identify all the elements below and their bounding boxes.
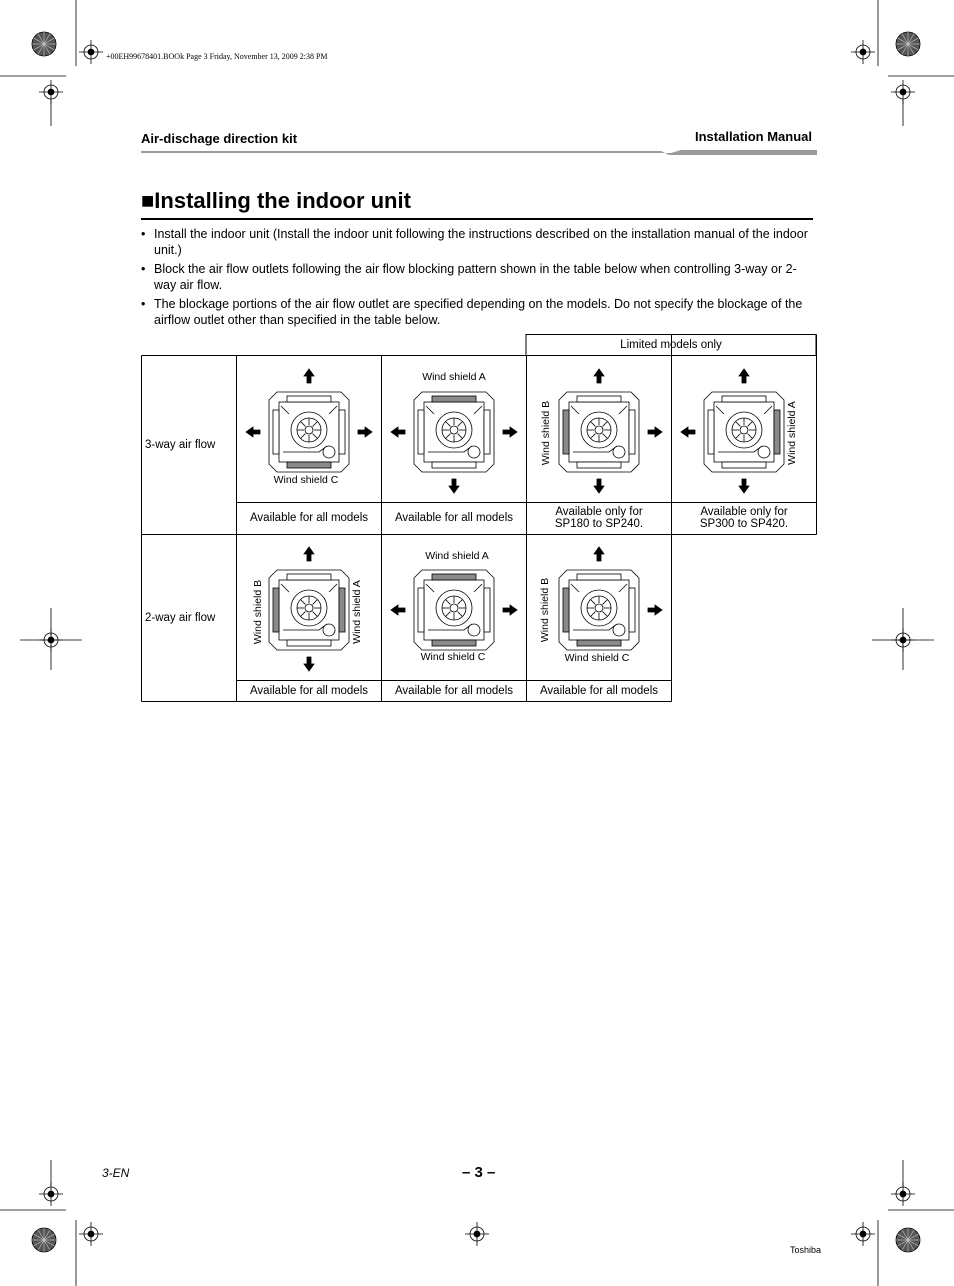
availability-text: Available for all models <box>394 685 514 697</box>
cassette-unit-diagram-icon <box>246 369 372 472</box>
wind-shield-b-label: Wind shield B <box>539 577 551 643</box>
page-code: 3-EN <box>102 1166 130 1180</box>
airflow-arrow-right-icon <box>503 605 517 615</box>
wind-shield-b-label: Wind shield B <box>252 579 264 645</box>
airflow-arrow-down-icon <box>739 479 749 493</box>
list-item: • Block the air flow outlets following the air flow blocking pattern shown in the table below when controlling 3-way or 2-way air flow. <box>141 262 797 292</box>
airflow-arrow-left-icon <box>391 427 405 437</box>
airflow-arrow-down-icon <box>594 479 604 493</box>
airflow-arrow-up-icon <box>594 369 604 383</box>
brand-footer: Toshiba <box>790 1245 822 1255</box>
wind-shield-a-label: Wind shield A <box>425 550 489 562</box>
airflow-arrow-left-icon <box>391 605 405 615</box>
airflow-arrow-up-icon <box>304 547 314 561</box>
availability-text: Available only for <box>555 506 643 518</box>
wind-shield-a-label: Wind shield A <box>351 580 363 644</box>
header-kit-title: Air-dischage direction kit <box>141 131 298 146</box>
cassette-unit-diagram-icon <box>559 369 662 493</box>
wind-shield-a-label: Wind shield A <box>786 401 798 465</box>
bullet-dot: • <box>141 297 146 311</box>
airflow-arrow-left-icon <box>681 427 695 437</box>
wind-shield-b-label: Wind shield B <box>540 400 552 466</box>
airflow-arrow-left-icon <box>246 427 260 437</box>
availability-text: Available for all models <box>394 512 514 524</box>
airflow-arrow-down-icon <box>449 479 459 493</box>
availability-text: SP180 to SP240. <box>554 518 644 530</box>
cassette-unit-diagram-icon <box>269 547 349 671</box>
wind-shield-c-label: Wind shield C <box>420 651 486 663</box>
availability-text: Available for all models <box>539 685 659 697</box>
list-item: • The blockage portions of the air flow outlet are specified depending on the models. Do not specify the blockage of the airflow outlet other than specified in the table below. <box>141 297 803 327</box>
title-text: Installing the indoor unit <box>154 188 411 213</box>
availability-text: Available for all models <box>249 685 369 697</box>
bullet-dot: • <box>141 262 146 276</box>
limited-models-header: Limited models only <box>620 339 722 351</box>
airflow-arrow-right-icon <box>648 605 662 615</box>
airflow-arrow-right-icon <box>648 427 662 437</box>
title-square-marker: ■ <box>141 188 155 213</box>
airflow-arrow-up-icon <box>739 369 749 383</box>
page-number: – 3 – <box>462 1164 496 1181</box>
cassette-unit-diagram-icon <box>681 369 784 493</box>
availability-text: Available only for <box>700 506 788 518</box>
airflow-arrow-right-icon <box>503 427 517 437</box>
cassette-unit-diagram-icon <box>391 570 517 650</box>
row-label-3way: 3-way air flow <box>145 439 216 451</box>
cassette-unit-diagram-icon <box>391 392 517 493</box>
header-manual-title: Installation Manual <box>694 129 812 144</box>
wind-shield-c-label: Wind shield C <box>564 652 630 664</box>
cassette-unit-diagram-icon <box>559 547 662 650</box>
print-info-line: +00EH99678401.BOOk Page 3 Friday, November 13, 2009 2:38 PM <box>106 52 328 61</box>
airflow-arrow-down-icon <box>304 657 314 671</box>
airflow-arrow-up-icon <box>594 547 604 561</box>
availability-text: Available for all models <box>249 512 369 524</box>
wind-shield-a-label: Wind shield A <box>422 371 486 383</box>
list-item: • Install the indoor unit (Install the indoor unit following the instructions described on the installation manual of the indoor unit.) <box>141 227 808 257</box>
wind-shield-c-label: Wind shield C <box>273 474 339 486</box>
airflow-arrow-right-icon <box>358 427 372 437</box>
airflow-arrow-up-icon <box>304 369 314 383</box>
availability-text: SP300 to SP420. <box>699 518 789 530</box>
row-label-2way: 2-way air flow <box>145 612 216 624</box>
bullet-dot: • <box>141 227 146 241</box>
